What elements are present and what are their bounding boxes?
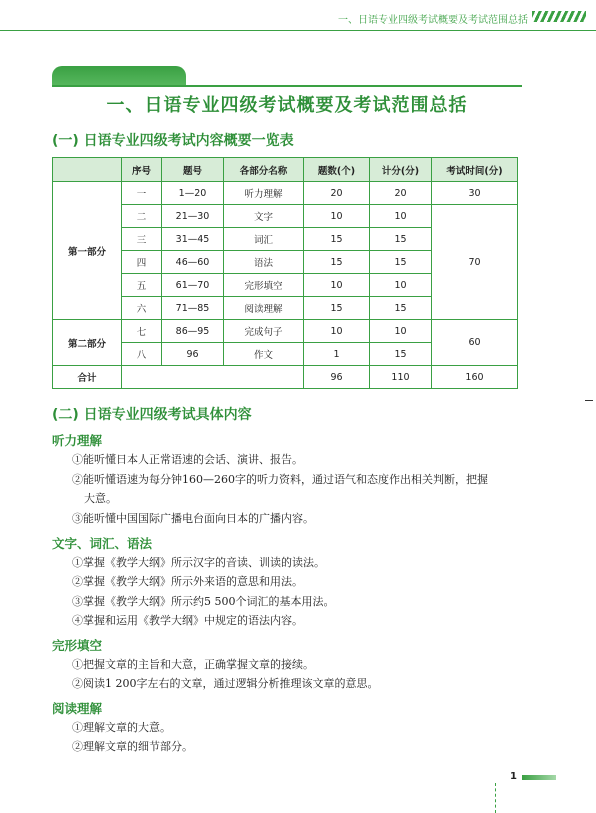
total-label: 合计 [53, 366, 122, 389]
table-cell: 46—60 [162, 251, 224, 274]
table-cell: 71—85 [162, 297, 224, 320]
chapter-tab-line [52, 85, 522, 87]
column-header [53, 158, 122, 182]
table-row [53, 320, 518, 343]
list-item: ②能听懂语速为每分钟160—260字的听力资料，通过语气和态度作出相关判断，把握 [72, 473, 488, 486]
list-item: ④掌握和运用《教学大纲》中规定的语法内容。 [72, 614, 303, 627]
table-cell: 一 [122, 182, 162, 205]
table-cell: 70 [432, 205, 518, 320]
column-header: 考试时间(分) [432, 158, 518, 182]
table-cell: 31—45 [162, 228, 224, 251]
table-cell: 10 [304, 274, 370, 297]
table-row [53, 182, 518, 205]
group-title-vocabulary: 文字、词汇、语法 [52, 536, 153, 551]
table-cell: 词汇 [224, 228, 304, 251]
section-1-title: (一) 日语专业四级考试内容概要一览表 [52, 133, 294, 149]
table-cell: 完成句子 [224, 320, 304, 343]
list-item: ②掌握《教学大纲》所示外来语的意思和用法。 [72, 575, 303, 588]
table-cell: 10 [370, 274, 432, 297]
header-divider [0, 30, 596, 31]
list-item: ②阅读1 200字左右的文章，通过逻辑分析推理该文章的意思。 [72, 677, 379, 690]
table-cell: 语法 [224, 251, 304, 274]
list-item: ①把握文章的主旨和大意，正确掌握文章的接续。 [72, 658, 314, 671]
table-cell: 五 [122, 274, 162, 297]
table-cell: 21—30 [162, 205, 224, 228]
table-cell: 60 [432, 320, 518, 366]
page-number: 1 [510, 771, 517, 782]
table-cell: 四 [122, 251, 162, 274]
column-header: 题数(个) [304, 158, 370, 182]
table-cell: 30 [432, 182, 518, 205]
table-cell: 完形填空 [224, 274, 304, 297]
list-item: ②理解文章的细节部分。 [72, 740, 193, 753]
table-cell: 15 [370, 251, 432, 274]
table-cell: 15 [304, 297, 370, 320]
table-cell: 听力理解 [224, 182, 304, 205]
table-cell: 15 [304, 228, 370, 251]
table-cell: 160 [432, 366, 518, 389]
group-title-reading: 阅读理解 [52, 701, 103, 716]
table-cell: 三 [122, 228, 162, 251]
table-cell: 20 [370, 182, 432, 205]
header-stripes-decoration [532, 11, 586, 22]
list-item: ①理解文章的大意。 [72, 721, 171, 734]
table-cell: 15 [370, 297, 432, 320]
chapter-tab-decoration [52, 66, 186, 86]
column-header: 序号 [122, 158, 162, 182]
section-2-title: (二) 日语专业四级考试具体内容 [52, 407, 252, 423]
table-cell: 20 [304, 182, 370, 205]
table-cell: 1 [304, 343, 370, 366]
table-cell: 96 [162, 343, 224, 366]
table-cell: 96 [304, 366, 370, 389]
table-cell: 15 [304, 251, 370, 274]
list-item: ③能听懂中国国际广播电台面向日本的广播内容。 [72, 512, 314, 525]
group-title-listening: 听力理解 [52, 433, 103, 448]
table-cell: 二 [122, 205, 162, 228]
table-cell: 文字 [224, 205, 304, 228]
table-cell: 10 [304, 320, 370, 343]
table-cell: 作文 [224, 343, 304, 366]
table-cell: 15 [370, 343, 432, 366]
table-cell: 八 [122, 343, 162, 366]
table-cell: 10 [370, 205, 432, 228]
page-number-bar [522, 775, 556, 780]
part-label: 第二部分 [53, 320, 122, 366]
table-cell: 110 [370, 366, 432, 389]
list-item: 大意。 [84, 492, 117, 505]
table-cell: 阅读理解 [224, 297, 304, 320]
table-row [53, 205, 518, 228]
table-cell: 86—95 [162, 320, 224, 343]
running-header [0, 0, 596, 28]
list-item: ①能听懂日本人正常语速的会话、演讲、报告。 [72, 453, 303, 466]
group-title-cloze: 完形填空 [52, 638, 103, 653]
table-cell: 10 [370, 320, 432, 343]
list-item: ③掌握《教学大纲》所示约5 500个词汇的基本用法。 [72, 595, 335, 608]
table-cell: 1—20 [162, 182, 224, 205]
margin-mark [585, 400, 593, 401]
column-header: 计分(分) [370, 158, 432, 182]
list-item: ①掌握《教学大纲》所示汉字的音读、训读的读法。 [72, 556, 325, 569]
table-cell: 10 [304, 205, 370, 228]
table-cell-empty [122, 366, 304, 389]
column-header: 题号 [162, 158, 224, 182]
running-header-title: 一、日语专业四级考试概要及考试范围总括 [338, 15, 528, 26]
table-cell: 15 [370, 228, 432, 251]
table-cell: 七 [122, 320, 162, 343]
exam-overview-table [52, 157, 518, 389]
table-cell: 61—70 [162, 274, 224, 297]
table-cell: 六 [122, 297, 162, 320]
crop-mark [495, 783, 496, 813]
column-header: 各部分名称 [224, 158, 304, 182]
part-label: 第一部分 [53, 182, 122, 320]
table-header-row [53, 158, 518, 182]
chapter-title: 一、日语专业四级考试概要及考试范围总括 [106, 95, 468, 116]
table-total-row [53, 366, 518, 389]
